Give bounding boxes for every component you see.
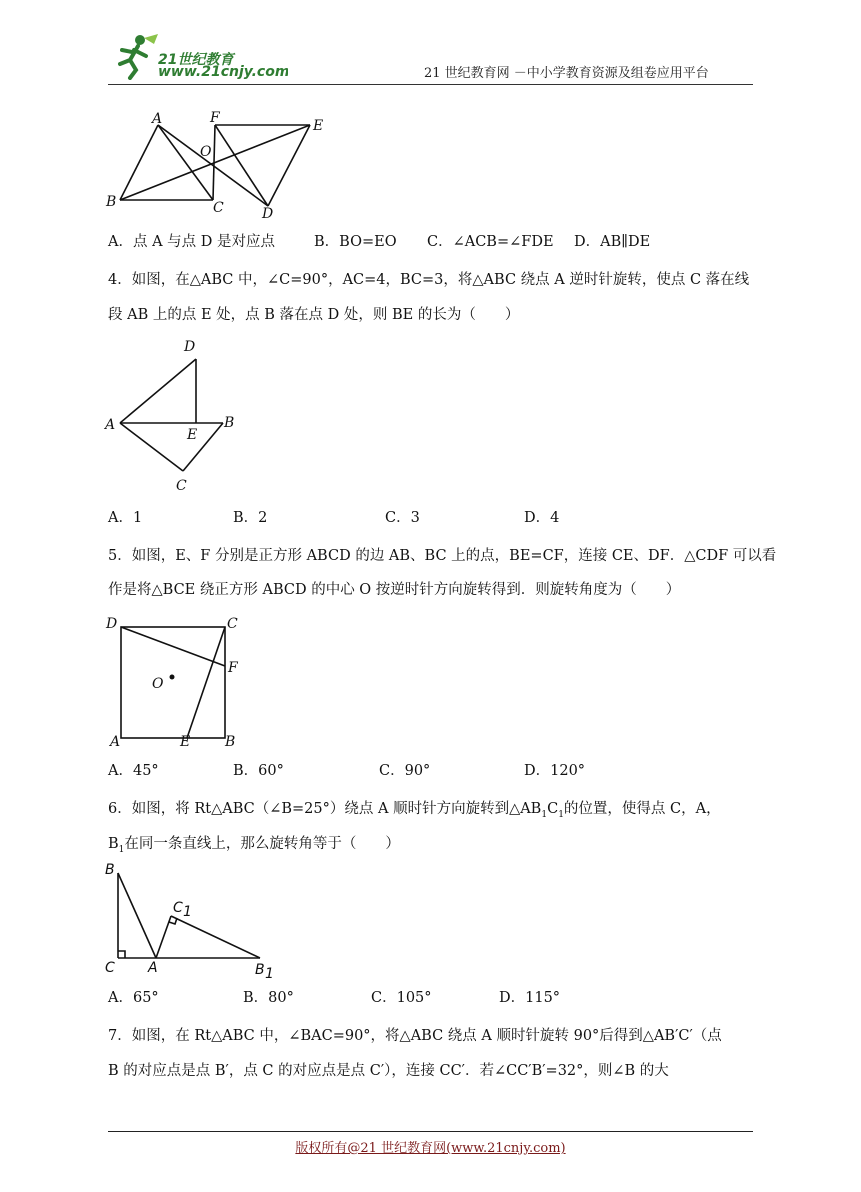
q5-option-d: D．120° xyxy=(524,763,586,779)
q5-label-a: A xyxy=(110,734,121,750)
q3-label-f: F xyxy=(210,110,220,126)
q5-text-line1: 5．如图，E、F 分别是正方形 ABCD 的边 AB、BC 上的点，BE=CF，连接 CE、DF．△CDF 可以看 xyxy=(108,548,777,564)
q6-line2-sub: 1 xyxy=(118,844,125,855)
q6-label-c1: C xyxy=(173,900,183,916)
footer-divider xyxy=(108,1131,753,1132)
q5-label-b: B xyxy=(225,734,236,750)
header-divider xyxy=(108,84,753,85)
q4-option-a: A．1 xyxy=(108,510,143,526)
q4-label-c: C xyxy=(176,478,187,494)
q5-label-e: E xyxy=(180,734,191,750)
q6-line2-post: 在同一条直线上，那么旋转角等于（ ） xyxy=(124,836,400,852)
q5-option-c: C．90° xyxy=(379,763,431,779)
q6-line1-post: 的位置，使得点 C，A， xyxy=(563,801,721,817)
q6-text-line2 xyxy=(108,834,400,860)
q5-label-c: C xyxy=(227,616,238,632)
q4-text-line1: 4．如图，在△ABC 中，∠C=90°，AC=4，BC=3，将△ABC 绕点 A 逆时针旋转，使点 C 落在线 xyxy=(108,272,750,288)
runner-logo-icon xyxy=(108,30,288,80)
q5-label-f: F xyxy=(228,660,238,676)
q6-line1-sub2: 1 xyxy=(558,809,564,820)
q6-label-b1: B xyxy=(255,962,265,978)
q4-label-b: B xyxy=(224,415,235,431)
q3-label-b: B xyxy=(106,194,117,210)
q4-text-line2: 段 AB 上的点 E 处，点 B 落在点 D 处，则 BE 的长为（ ） xyxy=(108,307,520,323)
q4-option-b: B．2 xyxy=(233,510,268,526)
q6-label-b: B xyxy=(105,862,115,878)
site-logo xyxy=(108,30,288,80)
q6-line1-mid: C xyxy=(547,801,559,817)
q6-label-c1-sub: 1 xyxy=(183,904,192,920)
q5-option-a: A．45° xyxy=(108,763,159,779)
q5-option-b: B．60° xyxy=(233,763,284,779)
footer-copyright-link[interactable]: 版权所有@21 世纪教育网(www.21cnjy.com) xyxy=(295,1141,566,1156)
q6-option-b: B．80° xyxy=(243,990,294,1006)
q6-text-line1 xyxy=(108,799,721,825)
q3-label-e: E xyxy=(313,118,324,134)
q4-option-d: D．4 xyxy=(524,510,560,526)
q3-option-d: D．AB∥DE xyxy=(574,234,651,250)
q6-line1-sub1: 1 xyxy=(541,809,548,820)
q6-option-d: D．115° xyxy=(499,990,561,1006)
logo-text: 21世纪教育 xyxy=(158,52,234,68)
q3-figure xyxy=(100,108,340,223)
q3-option-b: B．BO=EO xyxy=(314,234,397,250)
q6-label-c: C xyxy=(105,960,115,976)
q6-label-b1-sub: 1 xyxy=(265,966,274,982)
q4-figure xyxy=(100,335,250,495)
q6-option-a: A．65° xyxy=(108,990,159,1006)
q6-figure xyxy=(100,858,285,983)
q3-option-a: A．点 A 与点 D 是对应点 xyxy=(108,234,276,250)
q6-label-a: A xyxy=(148,960,158,976)
q3-label-c: C xyxy=(213,200,224,216)
q4-label-e: E xyxy=(187,427,198,443)
q3-label-d: D xyxy=(262,206,274,222)
q3-label-a: A xyxy=(152,111,163,127)
q4-label-a: A xyxy=(105,417,116,433)
q3-label-o: O xyxy=(200,144,212,160)
q5-label-o: O xyxy=(152,676,164,692)
q7-text-line1: 7．如图，在 Rt△ABC 中，∠BAC=90°，将△ABC 绕点 A 顺时针旋转 90°后得到△AB′C′（点 xyxy=(108,1028,722,1044)
q4-option-c: C．3 xyxy=(385,510,420,526)
q3-option-c: C．∠ACB=∠FDE xyxy=(427,234,554,250)
logo-url-text: www.21cnjy.com xyxy=(158,64,288,80)
q6-line2-pre: B xyxy=(108,836,119,852)
q6-line1-pre: 6．如图，将 Rt△ABC（∠B=25°）绕点 A 顺时针方向旋转到△AB xyxy=(108,801,542,817)
q7-text-line2: B 的对应点是点 B′，点 C 的对应点是点 C′），连接 CC′．若∠CC′B′=32°，则∠B 的大 xyxy=(108,1063,669,1079)
q5-label-d: D xyxy=(106,616,118,632)
q6-option-c: C．105° xyxy=(371,990,432,1006)
site-title: 21 世纪教育网 －中小学教育资源及组卷应用平台 xyxy=(424,66,709,81)
q5-figure xyxy=(100,610,250,750)
q5-text-line2: 作是将△BCE 绕正方形 ABCD 的中心 O 按逆时针方向旋转得到．则旋转角度为（ ） xyxy=(108,582,681,598)
q4-label-d: D xyxy=(184,339,196,355)
